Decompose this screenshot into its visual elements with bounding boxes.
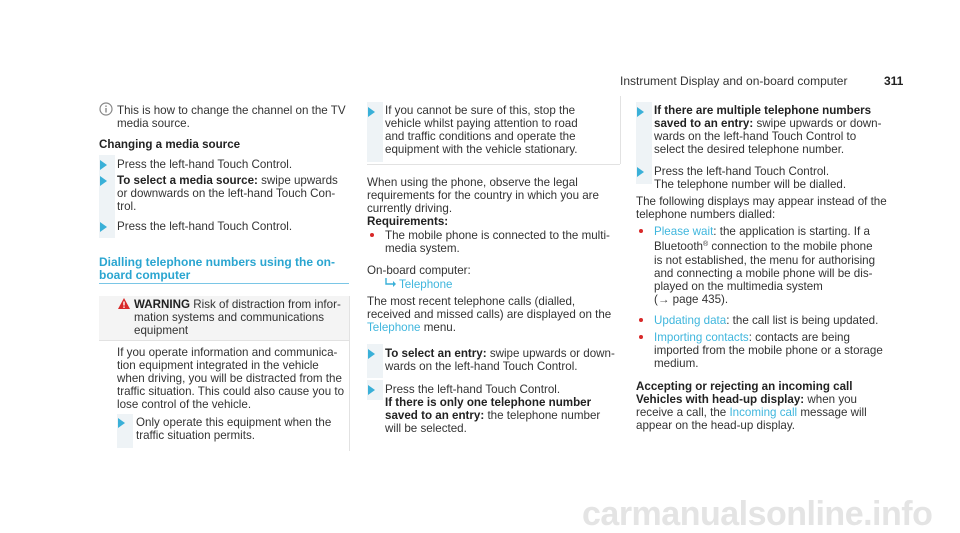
step-text: trol.	[117, 200, 137, 213]
paragraph: receive a call, the Incoming call message will	[636, 406, 867, 419]
paragraph: When using the phone, observe the legal	[367, 176, 578, 189]
warning-title-line: equipment	[134, 324, 189, 337]
section-heading: Dialling telephone numbers using the on-	[99, 255, 336, 269]
paragraph: The following displays may appear instead of the	[636, 195, 887, 208]
paragraph: requirements for the country in which you are	[367, 189, 599, 202]
section-rule	[99, 283, 349, 284]
step-text: wards on the left-hand Touch Control.	[385, 360, 578, 373]
warning-title: WARNING Risk of distraction from infor-	[134, 298, 341, 311]
bullet-dot	[639, 335, 643, 339]
warning-step: vehicle whilst paying attention to road	[385, 117, 578, 130]
warning-step: Only operate this equipment when the	[136, 416, 332, 429]
status-please-wait: Please wait	[654, 225, 714, 238]
warning-paragraph: traffic situation. This could also cause you to	[117, 385, 345, 398]
onboard-computer-label: On-board computer:	[367, 264, 471, 277]
warning-title-line: mation systems and communications	[134, 311, 325, 324]
step-text: saved to an entry: the telephone number	[385, 409, 601, 422]
info-note-line: This is how to change the channel on the TV	[117, 104, 346, 117]
step-arrow-icon	[637, 107, 644, 117]
step-text: select the desired telephone number.	[654, 143, 845, 156]
section-heading: board computer	[99, 268, 191, 282]
status-updating-data: Updating data	[654, 314, 727, 327]
step-text: will be selected.	[385, 422, 467, 435]
step-text: saved to an entry: swipe upwards or down-	[654, 117, 882, 130]
warning-step: If you cannot be sure of this, stop the	[385, 104, 576, 117]
warning-paragraph: lose control of the vehicle.	[117, 398, 252, 411]
step-arrow-icon	[100, 176, 107, 186]
status-item: medium.	[654, 357, 699, 370]
paragraph: received and missed calls) are displayed on the	[367, 308, 612, 321]
bullet-dot	[639, 318, 643, 322]
subheading-changing-media-source: Changing a media source	[99, 138, 241, 151]
step-arrow-icon	[637, 167, 644, 177]
paragraph: appear on the head-up display.	[636, 419, 795, 432]
requirements-heading: Requirements:	[367, 215, 449, 228]
status-item: Bluetooth® connection to the mobile phone	[654, 240, 873, 253]
watermark: carmanualsonline.info	[582, 495, 933, 533]
paragraph: The most recent telephone calls (dialled,	[367, 295, 576, 308]
warning-paragraph: If you operate information and communica-	[117, 346, 338, 359]
paragraph: Vehicles with head-up display: when you	[636, 393, 858, 406]
step-arrow-icon	[368, 107, 375, 117]
warning-triangle-icon	[117, 297, 131, 310]
status-item: Importing contacts: contacts are being	[654, 331, 850, 344]
paragraph: currently driving.	[367, 202, 453, 215]
menu-path-telephone: Telephone	[399, 278, 453, 291]
subheading-incoming-call: Accepting or rejecting an incoming call	[636, 380, 853, 393]
status-item: Updating data: the call list is being updated.	[654, 314, 879, 327]
step-text: Press the left-hand Touch Control.	[117, 158, 293, 171]
paragraph: Telephone menu.	[367, 321, 456, 334]
status-item: imported from the mobile phone or a storage	[654, 344, 883, 357]
step-text: wards on the left-hand Touch Control to	[654, 130, 857, 143]
step-text: Press the left-hand Touch Control.	[117, 220, 293, 233]
warning-step: traffic situation permits.	[136, 429, 255, 442]
requirement-item: media system.	[385, 242, 460, 255]
warning-step: equipment with the vehicle stationary.	[385, 143, 578, 156]
page-reference: (→ page 435).	[654, 293, 729, 306]
incoming-call-message-label: Incoming call	[729, 406, 798, 419]
telephone-menu-label: Telephone	[367, 321, 421, 334]
step-text: or downwards on the left-hand Touch Con-	[117, 187, 336, 200]
warning-divider	[99, 340, 349, 341]
step-text: If there is only one telephone number	[385, 396, 592, 409]
step-arrow-icon	[118, 418, 125, 428]
status-importing-contacts: Importing contacts	[654, 331, 749, 344]
warning-border	[349, 296, 350, 451]
step-text: Press the left-hand Touch Control.	[385, 383, 561, 396]
bullet-dot	[370, 233, 374, 237]
status-item: is not established, the menu for authorising	[654, 254, 876, 267]
warning-continued-bottom	[367, 164, 620, 165]
status-item: and connecting a mobile phone will be dis-	[654, 267, 873, 280]
menu-path-arrow-icon	[385, 277, 397, 289]
step-arrow-icon	[368, 349, 375, 359]
step-text: Press the left-hand Touch Control.	[654, 165, 830, 178]
page-number: 311	[884, 74, 904, 88]
status-item: Please wait: the application is starting. If a	[654, 225, 870, 238]
warning-step: and traffic conditions and operate the	[385, 130, 576, 143]
step-text: If there are multiple telephone numbers	[654, 104, 872, 117]
info-icon	[99, 102, 113, 116]
info-note-line: media source.	[117, 117, 190, 130]
step-arrow-icon	[100, 160, 107, 170]
running-header: Instrument Display and on-board computer	[620, 74, 848, 88]
step-text: To select an entry: swipe upwards or down-	[385, 347, 615, 360]
status-item: played on the multimedia system	[654, 280, 823, 293]
warning-continued-border	[620, 96, 621, 164]
requirement-item: The mobile phone is connected to the multi-	[385, 229, 610, 242]
step-arrow-icon	[368, 385, 375, 395]
warning-paragraph: tion equipment integrated in the vehicle	[117, 359, 319, 372]
paragraph: telephone numbers dialled:	[636, 208, 776, 221]
warning-paragraph: when driving, you will be distracted from the	[117, 372, 342, 385]
step-arrow-icon	[100, 222, 107, 232]
bullet-dot	[639, 229, 643, 233]
step-text: To select a media source: swipe upwards	[117, 174, 338, 187]
step-result: The telephone number will be dialled.	[654, 178, 847, 191]
